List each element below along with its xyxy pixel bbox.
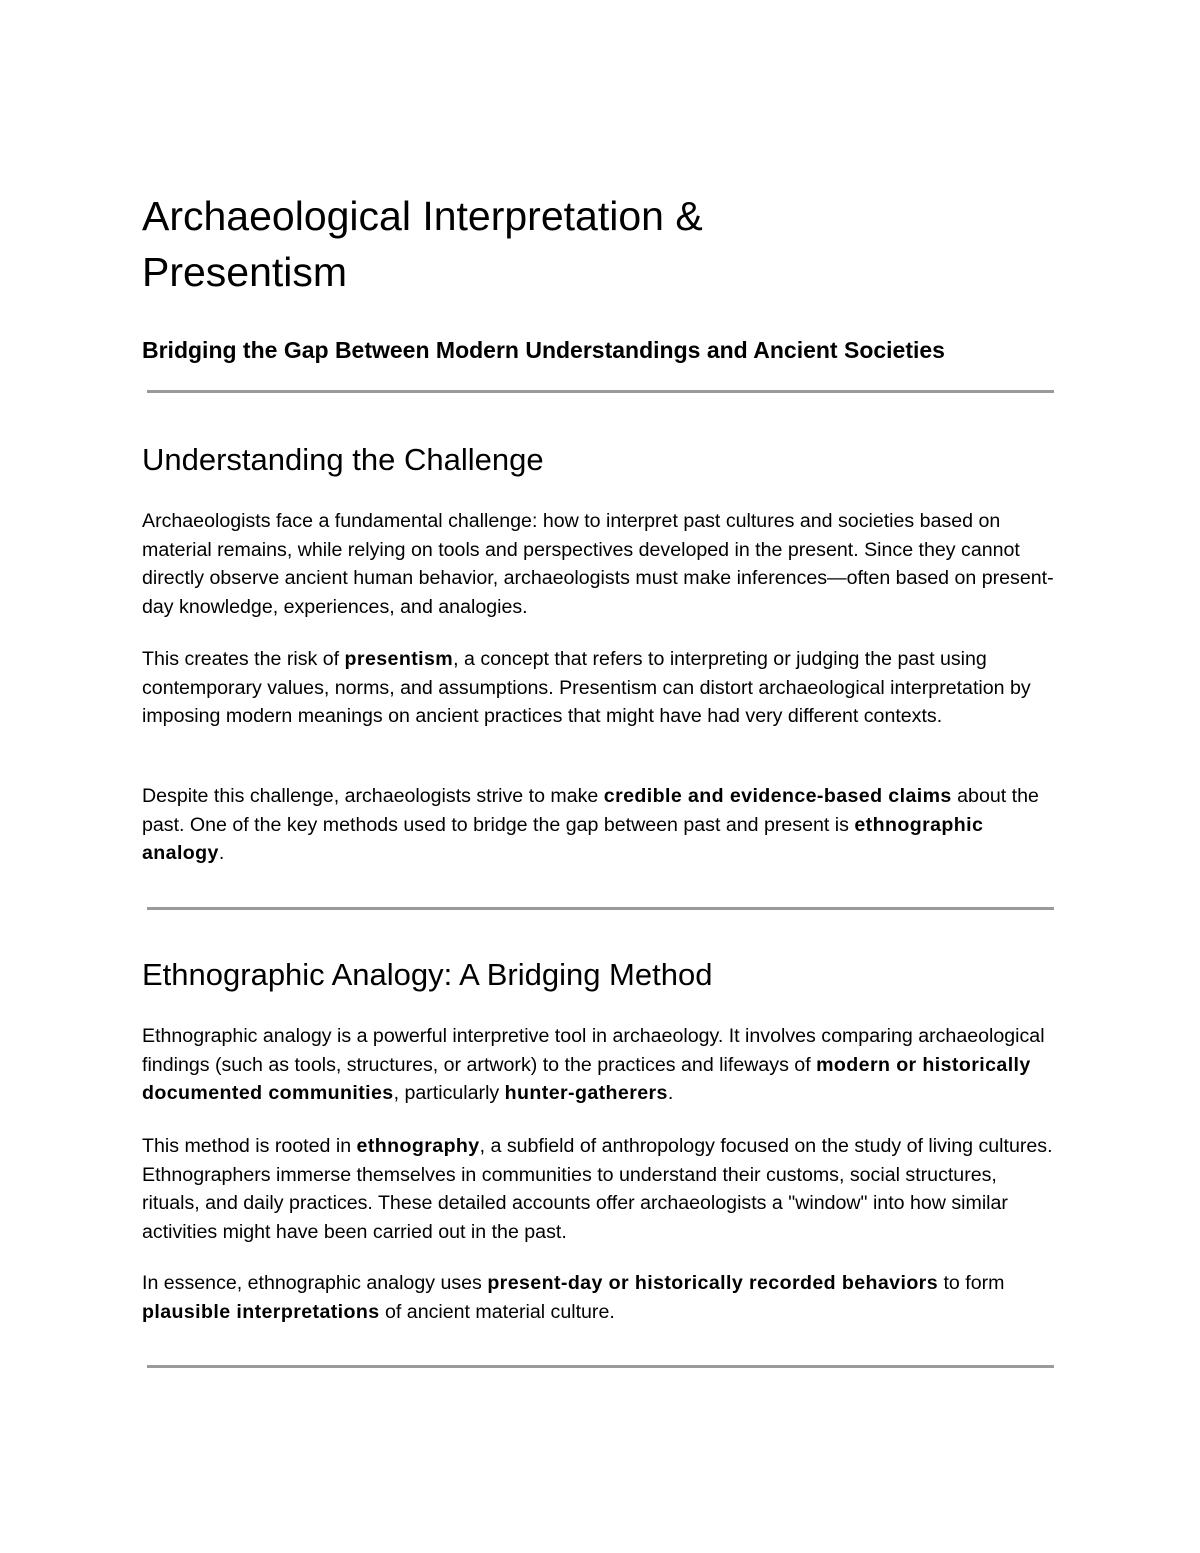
paragraph-text: , particularly xyxy=(393,1082,505,1104)
paragraph-text: In essence, ethnographic analogy uses xyxy=(142,1272,488,1294)
paragraph-text: This method is rooted in xyxy=(142,1135,357,1157)
emphasis-hunter-gatherers: hunter-gatherers xyxy=(504,1082,668,1104)
divider xyxy=(147,390,1054,393)
paragraph xyxy=(142,782,1060,868)
section-heading-ethnographic-analogy: Ethnographic Analogy: A Bridging Method xyxy=(142,957,713,992)
divider xyxy=(147,907,1054,910)
emphasis-documented-communities: modern or historically documented communities xyxy=(142,1053,1031,1104)
section-heading-understanding-challenge: Understanding the Challenge xyxy=(142,442,544,477)
divider xyxy=(147,1365,1054,1368)
paragraph xyxy=(142,1022,1060,1108)
paragraph xyxy=(142,1269,1060,1326)
paragraph xyxy=(142,1132,1060,1246)
emphasis-ethnographic-analogy: ethnographic analogy xyxy=(142,813,984,864)
document-subtitle: Bridging the Gap Between Modern Understandings and Ancient Societies xyxy=(142,337,945,363)
paragraph-text: . xyxy=(218,842,225,864)
paragraph xyxy=(142,507,1060,621)
paragraph-text: Despite this challenge, archaeologists strive to make xyxy=(142,785,604,807)
emphasis-presentism: presentism xyxy=(344,648,454,670)
paragraph-text: This creates the risk of xyxy=(142,648,345,670)
paragraph xyxy=(142,645,1060,731)
paragraph-text: about the past. One of the key methods used to bridge the gap between past and present is xyxy=(142,785,1039,836)
paragraph-text: . xyxy=(667,1082,674,1104)
paragraph-text: Ethnographic analogy is a powerful interpretive tool in archaeology. It involves comparing archaeological findings (such as tools, structures, or artwork) to the practices and lifeways of xyxy=(142,1025,1045,1076)
paragraph-text: of ancient material culture. xyxy=(379,1300,615,1323)
paragraph-text: , a subfield of anthropology focused on the study of living cultures. Ethnographers immerse themselves in communities to understand their customs, social structures, rituals, and daily practices. These detailed accounts offer archaeologists a "window" into how similar activities might have been carried out in the past. xyxy=(142,1135,1053,1243)
emphasis-plausible-interpretations: plausible interpretations xyxy=(142,1300,380,1323)
paragraph-text: to form xyxy=(938,1272,1005,1294)
document-title: Archaeological Interpretation & Presentism xyxy=(142,193,703,295)
paragraph-text: Archaeologists face a fundamental challenge: how to interpret past cultures and societies based on material remains, while relying on tools and perspectives developed in the present. Since they cannot directly observe ancient human behavior, archaeologists must make inferences—often based on present-day knowledge, experiences, and analogies. xyxy=(142,510,1054,618)
emphasis-recorded-behaviors: present-day or historically recorded behaviors xyxy=(487,1272,939,1294)
paragraph-text: , a concept that refers to interpreting or judging the past using contemporary values, norms, and assumptions. Presentism can distort archaeological interpretation by imposing modern meanings on ancient practices that might have had very different contexts. xyxy=(142,648,1031,727)
emphasis-ethnography: ethnography xyxy=(356,1135,480,1157)
emphasis-credible-claims: credible and evidence-based claims xyxy=(603,785,952,807)
